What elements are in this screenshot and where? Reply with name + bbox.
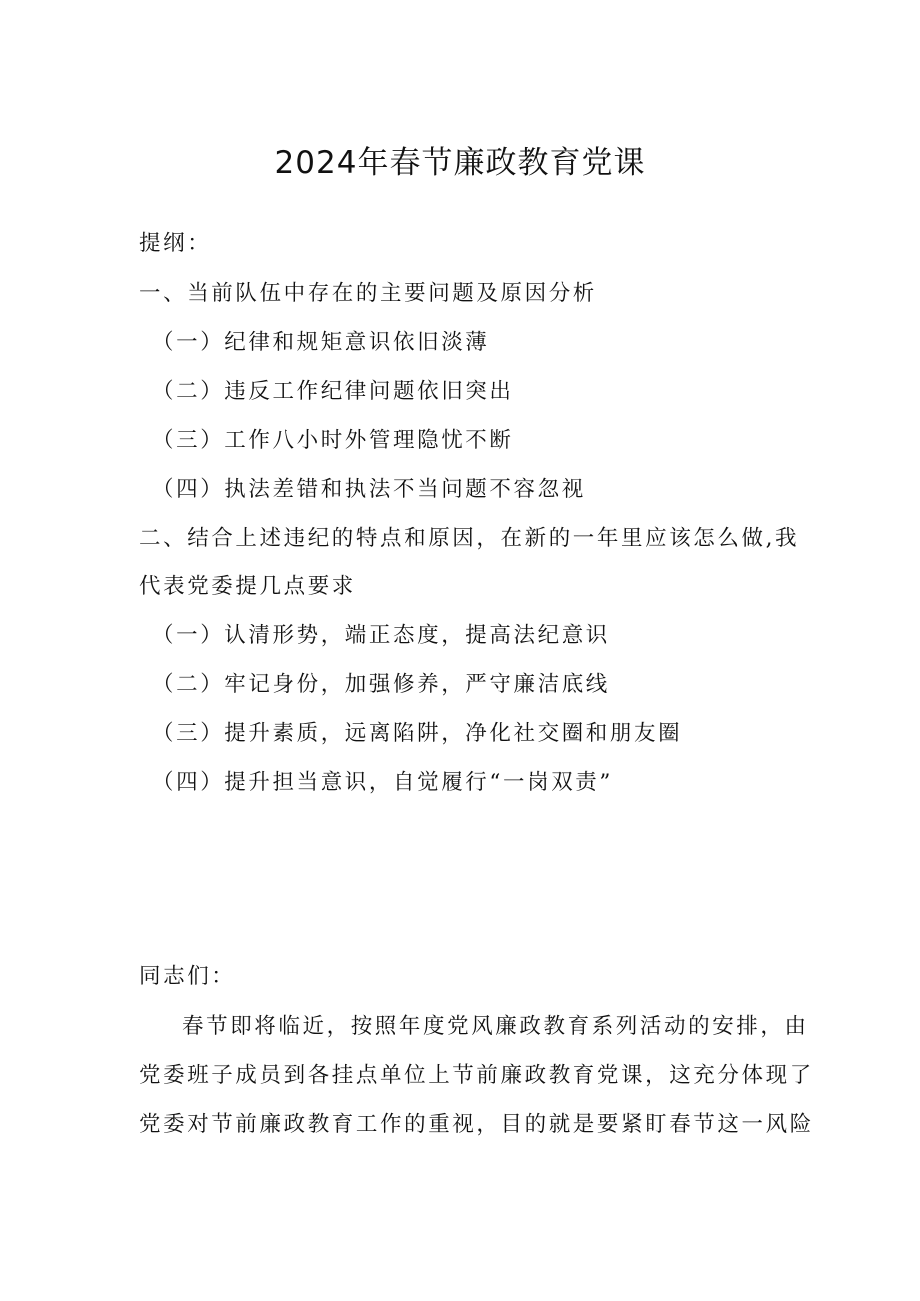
- section-2-item: （一）认清形势，端正态度，提高法纪意识: [152, 623, 610, 648]
- body-paragraph-line: 党委班子成员到各挂点单位上节前廉政教育党课，这充分体现了: [139, 1063, 814, 1088]
- document-title: 2024年春节廉政教育党课: [274, 145, 646, 181]
- section-2-heading-line-1: 二、结合上述违纪的特点和原因，在新的一年里应该怎么做,我: [139, 526, 800, 551]
- section-2-item: （二）牢记身份，加强修养，严守廉洁底线: [152, 672, 610, 697]
- section-2-item: （四）提升担当意识，自觉履行“一岗双责”: [152, 770, 613, 795]
- section-2-item: （三）提升素质，远离陷阱，净化社交圈和朋友圈: [152, 721, 683, 746]
- body-paragraph-line: 党委对节前廉政教育工作的重视，目的就是要紧盯春节这一风险: [139, 1112, 814, 1137]
- section-1-item: （二）违反工作纪律问题依旧突出: [152, 379, 514, 404]
- greeting: 同志们：: [139, 964, 236, 989]
- section-1-heading: 一、当前队伍中存在的主要问题及原因分析: [139, 281, 597, 306]
- outline-label: 提纲：: [139, 231, 212, 256]
- section-1-item: （四）执法差错和执法不当问题不容忽视: [152, 477, 586, 502]
- section-2-heading-line-2: 代表党委提几点要求: [139, 574, 356, 599]
- body-paragraph-line: 春节即将临近，按照年度党风廉政教育系列活动的安排，由: [182, 1014, 809, 1039]
- section-1-item: （三）工作八小时外管理隐忧不断: [152, 428, 514, 453]
- section-1-item: （一）纪律和规矩意识依旧淡薄: [152, 330, 490, 355]
